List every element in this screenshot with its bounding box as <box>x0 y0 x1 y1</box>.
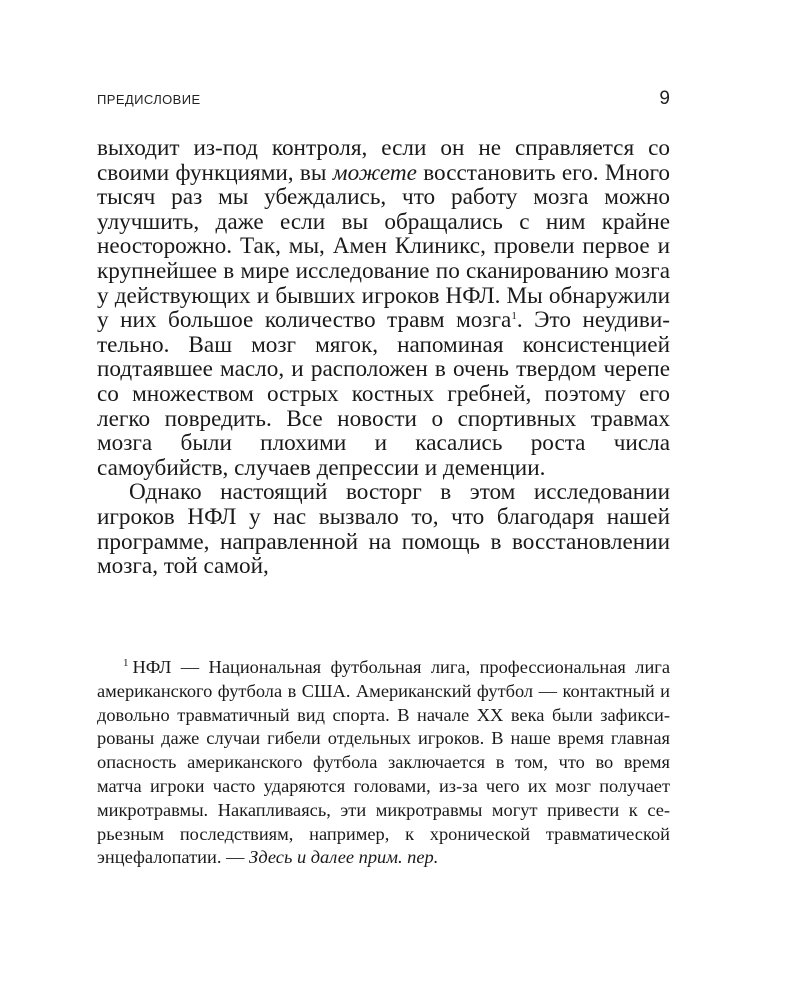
footnote-reference[interactable]: 1 <box>511 310 517 323</box>
paragraph-1 <box>97 136 670 480</box>
footnote <box>97 656 670 870</box>
paragraph-1-text-b: восстановить его. Много тысяч раз мы убеждались, что работу мозга можно улучшить, даже если вы обращались с ним крайне неосторожно. Так, мы, Амен Клиникс, провели первое и крупнейшее в мире исследование по сканированию мозга у действующих и бывших игроков НФЛ. Мы обнаружили у них большое количество травм мозга <box>97 159 670 334</box>
footnote-marker: 1 <box>123 657 129 669</box>
paragraph-2: Однако настоящий восторг в этом исследовании игроков НФЛ у нас вызвало то, что благодаря нашей программе, направленной на помощь в восстановлении мозга, той самой, <box>97 479 670 580</box>
footnote-translator-note: Здесь и далее прим. пер. <box>249 847 439 868</box>
footnote-paragraph <box>97 656 670 870</box>
footnote-text: НФЛ — Национальная футбольная лига, профессиональная лига американского футбола в США. Американский футбол — контактный и довольно травматичный вид спорта. В начале XX века были зафиксированы даже случаи гибели отдельных игроков. В наше время главная опасность американского футбола заключается в том, что во время матча игроки часто ударяются головами, из-за чего их мозг получает микротравмы. Накапливаясь, эти микротравмы могут привести к серьезным последствиям, например, к хронической травматической энцефалопатии. — <box>97 657 670 868</box>
running-head: ПРЕДИСЛОВИЕ <box>97 92 201 107</box>
paragraph-1-text-a: выходит из-под контроля, если он не справляется со своими функциями, вы <box>97 135 670 186</box>
main-text <box>97 136 670 579</box>
page-number: 9 <box>659 88 670 109</box>
paragraph-1-text-c: . Это неудивительно. Ваш мозг мягок, напоминая консистенцией подтаявшее масло, и расположен в очень твердом черепе со множеством острых костных гребней, поэтому его легко повредить. Все новости о спортивных травмах мозга были плохими и касались роста числа самоубийств, случаев депрессии и деменции. <box>97 307 670 481</box>
emphasis-mozhete: можете <box>332 159 417 186</box>
